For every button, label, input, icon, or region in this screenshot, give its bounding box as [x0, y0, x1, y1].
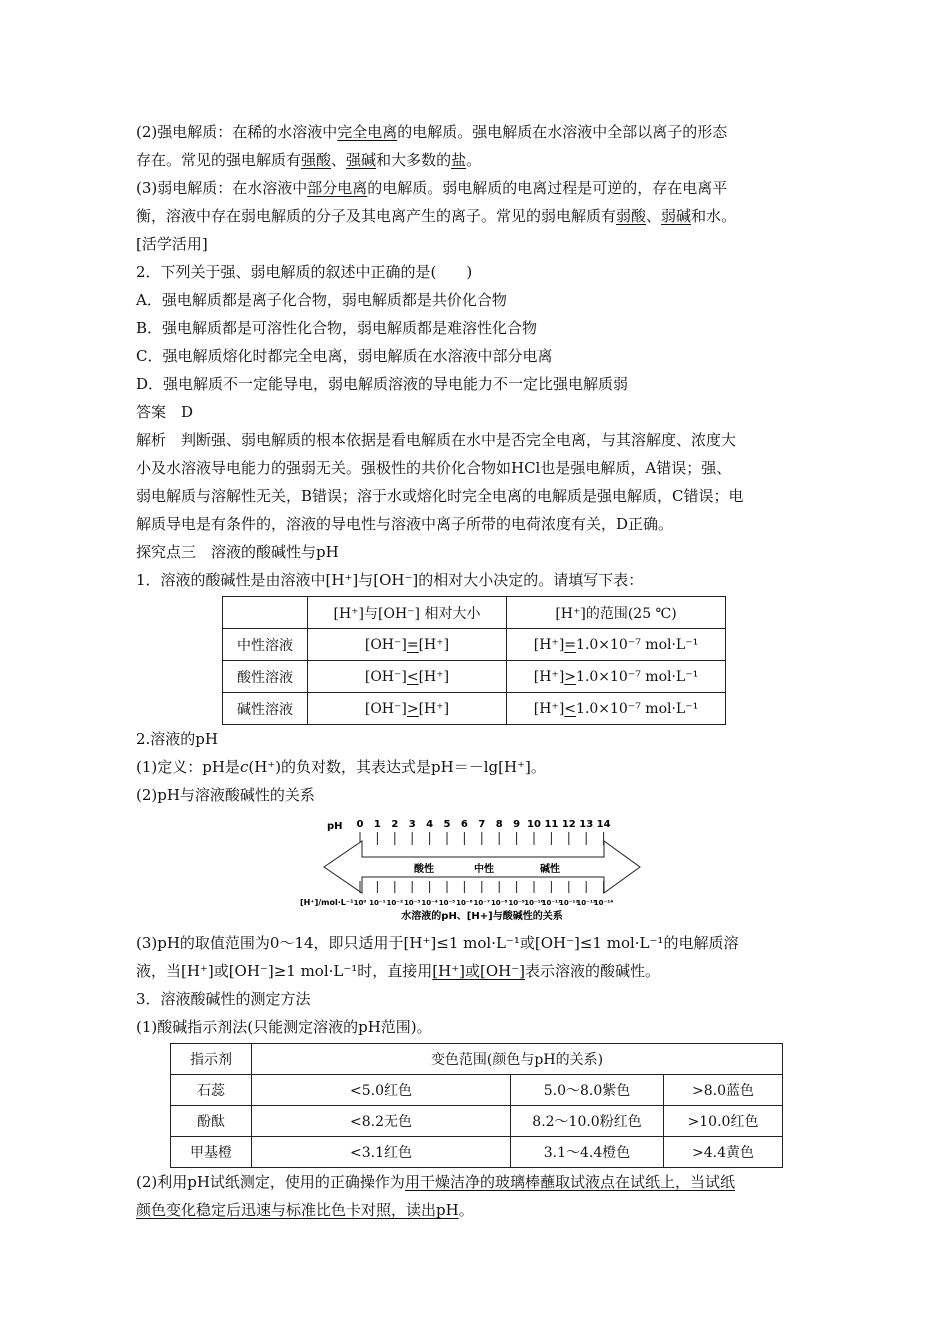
text: (3)弱电解质：在水溶液中 [136, 179, 308, 197]
table-cell: <8.2无色 [252, 1106, 511, 1137]
analysis-line: 小及水溶液导电能力的强弱无关。强极性的共价化合物如HCl也是强电解质，A错误；强、 [136, 459, 732, 477]
blank-answer: 强碱 [346, 151, 377, 169]
table-header-row [171, 1044, 783, 1075]
blank-answer: > [564, 668, 577, 685]
option-b: B．强电解质都是可溶性化合物，弱电解质都是难溶性化合物 [136, 319, 538, 337]
text: 的电解质。强电解质在水溶液中全部以离子的形态 [397, 123, 728, 141]
blank-answer: 部分电离 [307, 179, 368, 197]
table-cell: >10.0红色 [664, 1106, 783, 1137]
table-row [171, 1075, 783, 1106]
table-cell: 3.1～4.4橙色 [511, 1137, 664, 1168]
range-line1: (3)pH的取值范围为0～14，即只适用于[H⁺]≤1 mol·L⁻¹或[OH⁻]≤1 mol·L⁻¹的电解质溶 [136, 934, 739, 952]
table-cell [507, 661, 726, 693]
ph-axis-label: pH [327, 821, 343, 832]
ph-paper-line1 [136, 1168, 816, 1196]
blank-answer: 弱酸 [616, 207, 647, 225]
document-page [136, 118, 816, 1224]
table-cell: 酚酞 [171, 1106, 252, 1137]
table-header-cell: [H⁺]与[OH⁻] 相对大小 [308, 597, 507, 629]
table-cell: >4.4黄色 [664, 1137, 783, 1168]
blank-answer: < [564, 700, 577, 717]
h-value-label: 10⁻¹² [559, 899, 579, 907]
h-value-label: 10⁻⁵ [438, 899, 456, 907]
table-header-cell: 指示剂 [171, 1044, 252, 1075]
text: [H⁺] [418, 700, 450, 717]
blank-answer: > [406, 700, 419, 717]
text: 1.0×10⁻⁷ mol·L⁻¹ [576, 668, 699, 685]
analysis-line: 解析 判断强、弱电解质的根本依据是看电解质在水中是否完全电离，与其溶解度、浓度大 [136, 431, 737, 449]
h-value-label: 10⁻⁴ [421, 899, 438, 907]
h-value-label: 10⁻⁸ [490, 899, 508, 907]
h-value-label: 10⁻¹⁴ [593, 899, 614, 907]
h-value-labels [354, 899, 614, 907]
weak-electrolyte-line1 [136, 174, 816, 202]
text: (1)定义：pH是 [136, 758, 240, 776]
option-a: A．强电解质都是离子化合物，弱电解质都是共价化合物 [136, 291, 507, 309]
text: 液，当[H⁺]或[OH⁻]≥1 mol·L⁻¹时，直接用 [136, 962, 433, 980]
acid-label: 酸性 [414, 864, 434, 875]
table-header-cell: 变色范围(颜色与pH的关系) [252, 1044, 783, 1075]
table-header-row [223, 597, 726, 629]
ph-value-label: 6 [460, 819, 468, 830]
table-header-cell [223, 597, 308, 629]
option-c: C．强电解质熔化时都完全电离，弱电解质在水溶液中部分电离 [136, 347, 553, 365]
text: [OH⁻] [364, 636, 407, 653]
table-cell: 8.2～10.0粉红色 [511, 1106, 664, 1137]
item-heading: 2.溶液的pH [136, 730, 218, 748]
table-cell: 中性溶液 [223, 629, 308, 661]
text: 衡，溶液中存在弱电解质的分子及其电离产生的离子。常见的弱电解质有 [136, 207, 617, 225]
text: 存在。常见的强电解质有 [136, 151, 302, 169]
analysis-line: 弱电解质与溶解性无关，B错误；溶于水或熔化时完全电离的电解质是强电解质，C错误；电 [136, 487, 744, 505]
section-heading: 探究点三 溶液的酸碱性与pH [136, 543, 339, 561]
option-d: D．强电解质不一定能导电，弱电解质溶液的导电能力不一定比强电解质弱 [136, 375, 629, 393]
ph-value-label: 8 [495, 819, 503, 830]
table-cell [308, 661, 507, 693]
strong-electrolyte-line2 [136, 146, 816, 174]
text: (2)利用pH试纸测定，使用的正确操作为 [136, 1173, 405, 1191]
table-cell: 甲基橙 [171, 1137, 252, 1168]
analysis-line: 解质导电是有条件的，溶液的导电性与溶液中离子所带的电荷浓度有关，D正确。 [136, 515, 674, 533]
text: [OH⁻] [364, 668, 407, 685]
indicator-title: (1)酸碱指示剂法(只能测定溶液的pH范围)。 [136, 1018, 432, 1036]
ph-value-label: 9 [513, 819, 521, 830]
text: 。 [458, 1201, 474, 1219]
table-cell [308, 693, 507, 725]
acidity-table [222, 596, 726, 725]
blank-answer: 强酸 [301, 151, 332, 169]
text: [H⁺] [533, 668, 565, 685]
ph-value-label: 5 [443, 819, 451, 830]
table-cell: >8.0蓝色 [664, 1075, 783, 1106]
ph-value-label: 12 [561, 819, 576, 830]
blank-answer: 颜色变化稳定后迅速与标准比色卡对照，读出pH [136, 1201, 459, 1219]
text: 和水。 [691, 207, 737, 225]
blank-answer: 用干燥洁净的玻璃棒蘸取试液点在试纸上，当试纸 [404, 1173, 735, 1191]
text: 表示溶液的酸碱性。 [525, 962, 661, 980]
text: 。 [466, 151, 482, 169]
ph-value-label: 7 [478, 819, 486, 830]
weak-electrolyte-line2 [136, 202, 816, 230]
table-cell: <3.1红色 [252, 1137, 511, 1168]
table-cell [308, 629, 507, 661]
blank-answer: [H⁺]或[OH⁻] [432, 962, 525, 980]
answer: 答案 D [136, 403, 194, 421]
h-value-label: 10⁻⁷ [473, 899, 491, 907]
ph-value-label: 4 [426, 819, 434, 830]
diagram-caption: 水溶液的pH、[H+]与酸碱性的关系 [401, 911, 563, 922]
ph-value-label: 2 [391, 819, 399, 830]
definition-line [136, 753, 816, 781]
text: 1.0×10⁻⁷ mol·L⁻¹ [576, 700, 699, 717]
h-value-label: 10⁻⁹ [508, 899, 525, 907]
text: 、 [331, 151, 347, 169]
text: (2)强电解质：在稀的水溶液中 [136, 123, 338, 141]
blank-answer: = [564, 636, 577, 653]
text: 1.0×10⁻⁷ mol·L⁻¹ [576, 636, 699, 653]
table-cell: <5.0红色 [252, 1075, 511, 1106]
item-heading: 1．溶液的酸碱性是由溶液中[H⁺]与[OH⁻]的相对大小决定的。请填写下表： [136, 571, 644, 589]
ph-value-label: 13 [579, 819, 594, 830]
text: 和大多数的 [376, 151, 452, 169]
h-value-label: 10⁻¹¹ [541, 899, 562, 907]
h-value-label: 10⁻¹ [369, 899, 386, 907]
table-row [171, 1106, 783, 1137]
section-label: [活学活用] [136, 235, 208, 253]
h-value-label: 10⁻¹³ [576, 899, 596, 907]
strong-electrolyte-line1 [136, 118, 816, 146]
relation-title: (2)pH与溶液酸碱性的关系 [136, 786, 315, 804]
ph-value-label: 11 [544, 819, 559, 830]
ph-value-label: 10 [527, 819, 541, 830]
ph-value-label: 0 [356, 819, 364, 830]
text: 、 [646, 207, 662, 225]
base-label: 碱性 [540, 864, 560, 875]
text: [OH⁻] [364, 700, 407, 717]
indicator-table [170, 1043, 783, 1168]
table-cell: 5.0～8.0紫色 [511, 1075, 664, 1106]
blank-answer: 弱碱 [661, 207, 692, 225]
h-ticks [360, 881, 604, 893]
h-value-label: 10⁻² [386, 899, 404, 907]
blank-answer: = [406, 636, 419, 653]
table-header-cell: [H⁺]的范围(25 ℃) [507, 597, 726, 629]
blank-answer: < [406, 668, 419, 685]
range-line2 [136, 957, 816, 985]
table-cell: 石蕊 [171, 1075, 252, 1106]
blank-answer: 完全电离 [337, 123, 398, 141]
table-row [223, 693, 726, 725]
ph-value-label: 1 [373, 819, 381, 830]
text: [H⁺] [533, 700, 565, 717]
text: [H⁺] [418, 668, 450, 685]
h-value-label: 10⁻⁶ [456, 899, 473, 907]
table-cell [507, 629, 726, 661]
h-value-label: 10⁰ [353, 899, 367, 907]
table-cell [507, 693, 726, 725]
text: [H⁺] [418, 636, 450, 653]
neutral-label: 中性 [474, 864, 494, 875]
ph-ticks [360, 832, 604, 845]
table-row [223, 629, 726, 661]
ph-value-label: 14 [596, 819, 611, 830]
ph-value-labels [357, 819, 611, 830]
table-row [171, 1137, 783, 1168]
ph-scale-diagram [300, 815, 642, 922]
question-stem: 2．下列关于强、弱电解质的叙述中正确的是( ) [136, 263, 473, 281]
table-row [223, 661, 726, 693]
table-cell: 碱性溶液 [223, 693, 308, 725]
h-value-label: 10⁻¹⁰ [524, 899, 544, 907]
text: 的电解质。弱电解质的电离过程是可逆的，存在电离平 [367, 179, 728, 197]
ph-value-label: 3 [408, 819, 416, 830]
item-heading: 3．溶液酸碱性的测定方法 [136, 990, 311, 1008]
ph-paper-line2 [136, 1196, 816, 1224]
h-axis-label: [H⁺]/mol·L⁻¹ [300, 898, 354, 907]
h-value-label: 10⁻³ [403, 899, 421, 907]
text: [H⁺] [533, 636, 565, 653]
text: (H⁺)的负对数，其表达式是pH＝－lg[H⁺]。 [248, 758, 546, 776]
blank-answer: 盐 [451, 151, 467, 169]
table-cell: 酸性溶液 [223, 661, 308, 693]
text: c [239, 758, 249, 776]
